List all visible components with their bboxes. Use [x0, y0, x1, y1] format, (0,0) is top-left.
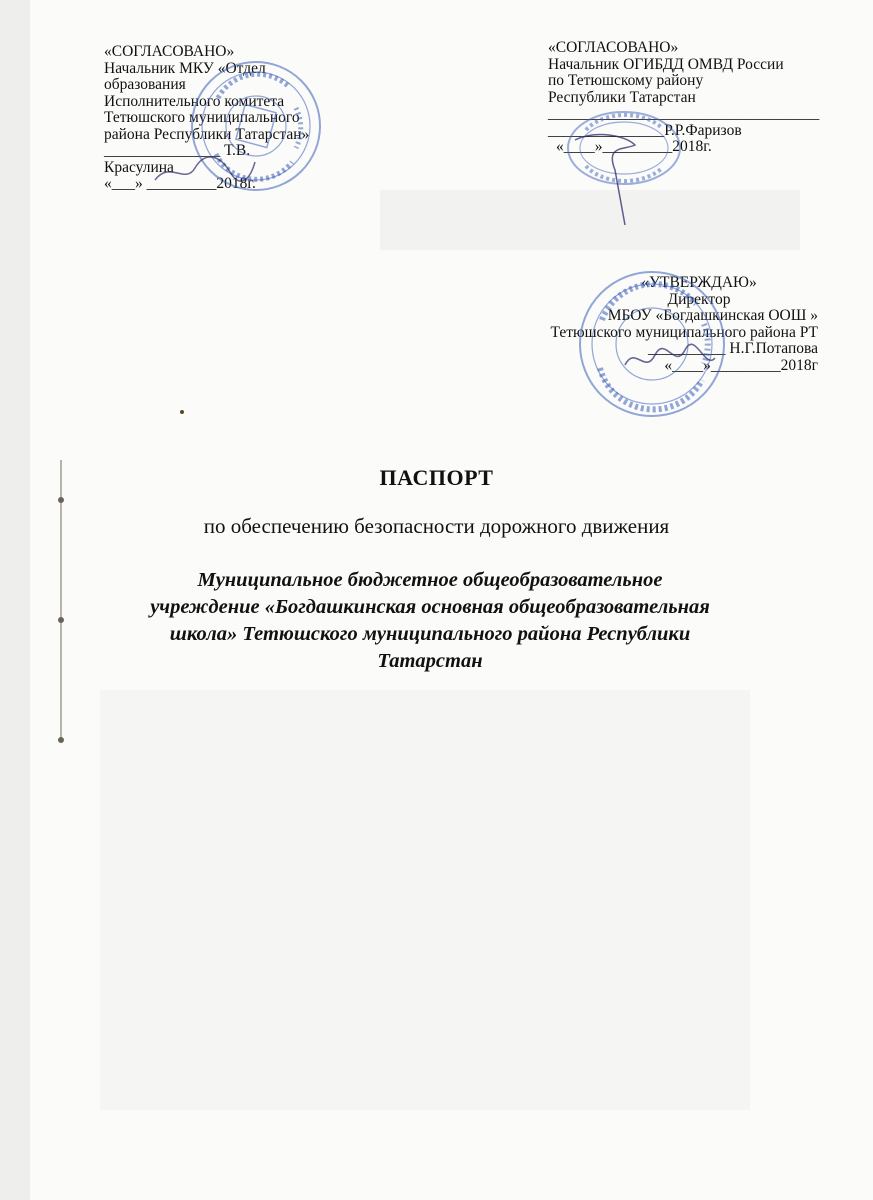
approval-line: «___» _________2018г. — [104, 175, 256, 192]
organization-line: Муниципальное бюджетное общеобразовательное — [197, 569, 663, 591]
binding-thread-icon — [54, 450, 68, 750]
director-approval-block — [520, 275, 818, 374]
approval-line: Директор — [667, 290, 731, 308]
approval-line: Тетюшского муниципального — [104, 109, 300, 126]
scan-shading — [0, 0, 30, 1200]
approval-line: Начальник МКУ «Отдел — [104, 59, 266, 77]
organization-line: учреждение «Богдашкинская основная общеобразовательная — [150, 596, 710, 618]
organization-line: Татарстан — [377, 650, 483, 672]
approval-line: «УТВЕРЖДАЮ» — [641, 274, 757, 291]
approval-line: Красулина — [104, 158, 174, 176]
right-approval-block — [548, 40, 818, 156]
approval-line: по Тетюшскому району — [548, 72, 704, 89]
approval-line: «СОГЛАСОВАНО» — [548, 39, 679, 56]
approval-line: Исполнительного комитета — [104, 92, 285, 110]
approval-line: образования — [104, 76, 186, 93]
scan-shading — [380, 190, 800, 250]
approval-line: _______________Р.Р.Фаризов — [548, 121, 742, 139]
approval-line: «____»_________2018г — [664, 356, 818, 374]
organization-name — [150, 567, 710, 675]
left-approval-block — [104, 44, 344, 193]
approval-line: _______________ Т.В. — [104, 142, 251, 159]
approval-line: Тетюшского муниципального района РТ — [550, 323, 818, 341]
page-title: ПАСПОРТ — [379, 465, 494, 490]
organization-line: школа» Тетюшского муниципального района Республики — [169, 623, 691, 645]
approval-line: «____»_________2018г. — [556, 138, 712, 155]
approval-line: Республики Татарстан — [548, 88, 696, 106]
scan-shading — [100, 690, 750, 1110]
approval-line: района Республики Татарстан» — [104, 125, 310, 143]
approval-line: __________ Н.Г.Потапова — [648, 340, 818, 357]
page-subtitle: по обеспечению безопасности дорожного движения — [203, 514, 670, 538]
scan-speck — [180, 410, 184, 414]
approval-line: МБОУ «Богдашкинская ООШ » — [607, 307, 818, 324]
approval-line: Начальник ОГИБДД ОМВД России — [548, 55, 784, 73]
approval-line: «СОГЛАСОВАНО» — [104, 43, 235, 60]
approval-line: ___________________________________ — [548, 105, 820, 122]
